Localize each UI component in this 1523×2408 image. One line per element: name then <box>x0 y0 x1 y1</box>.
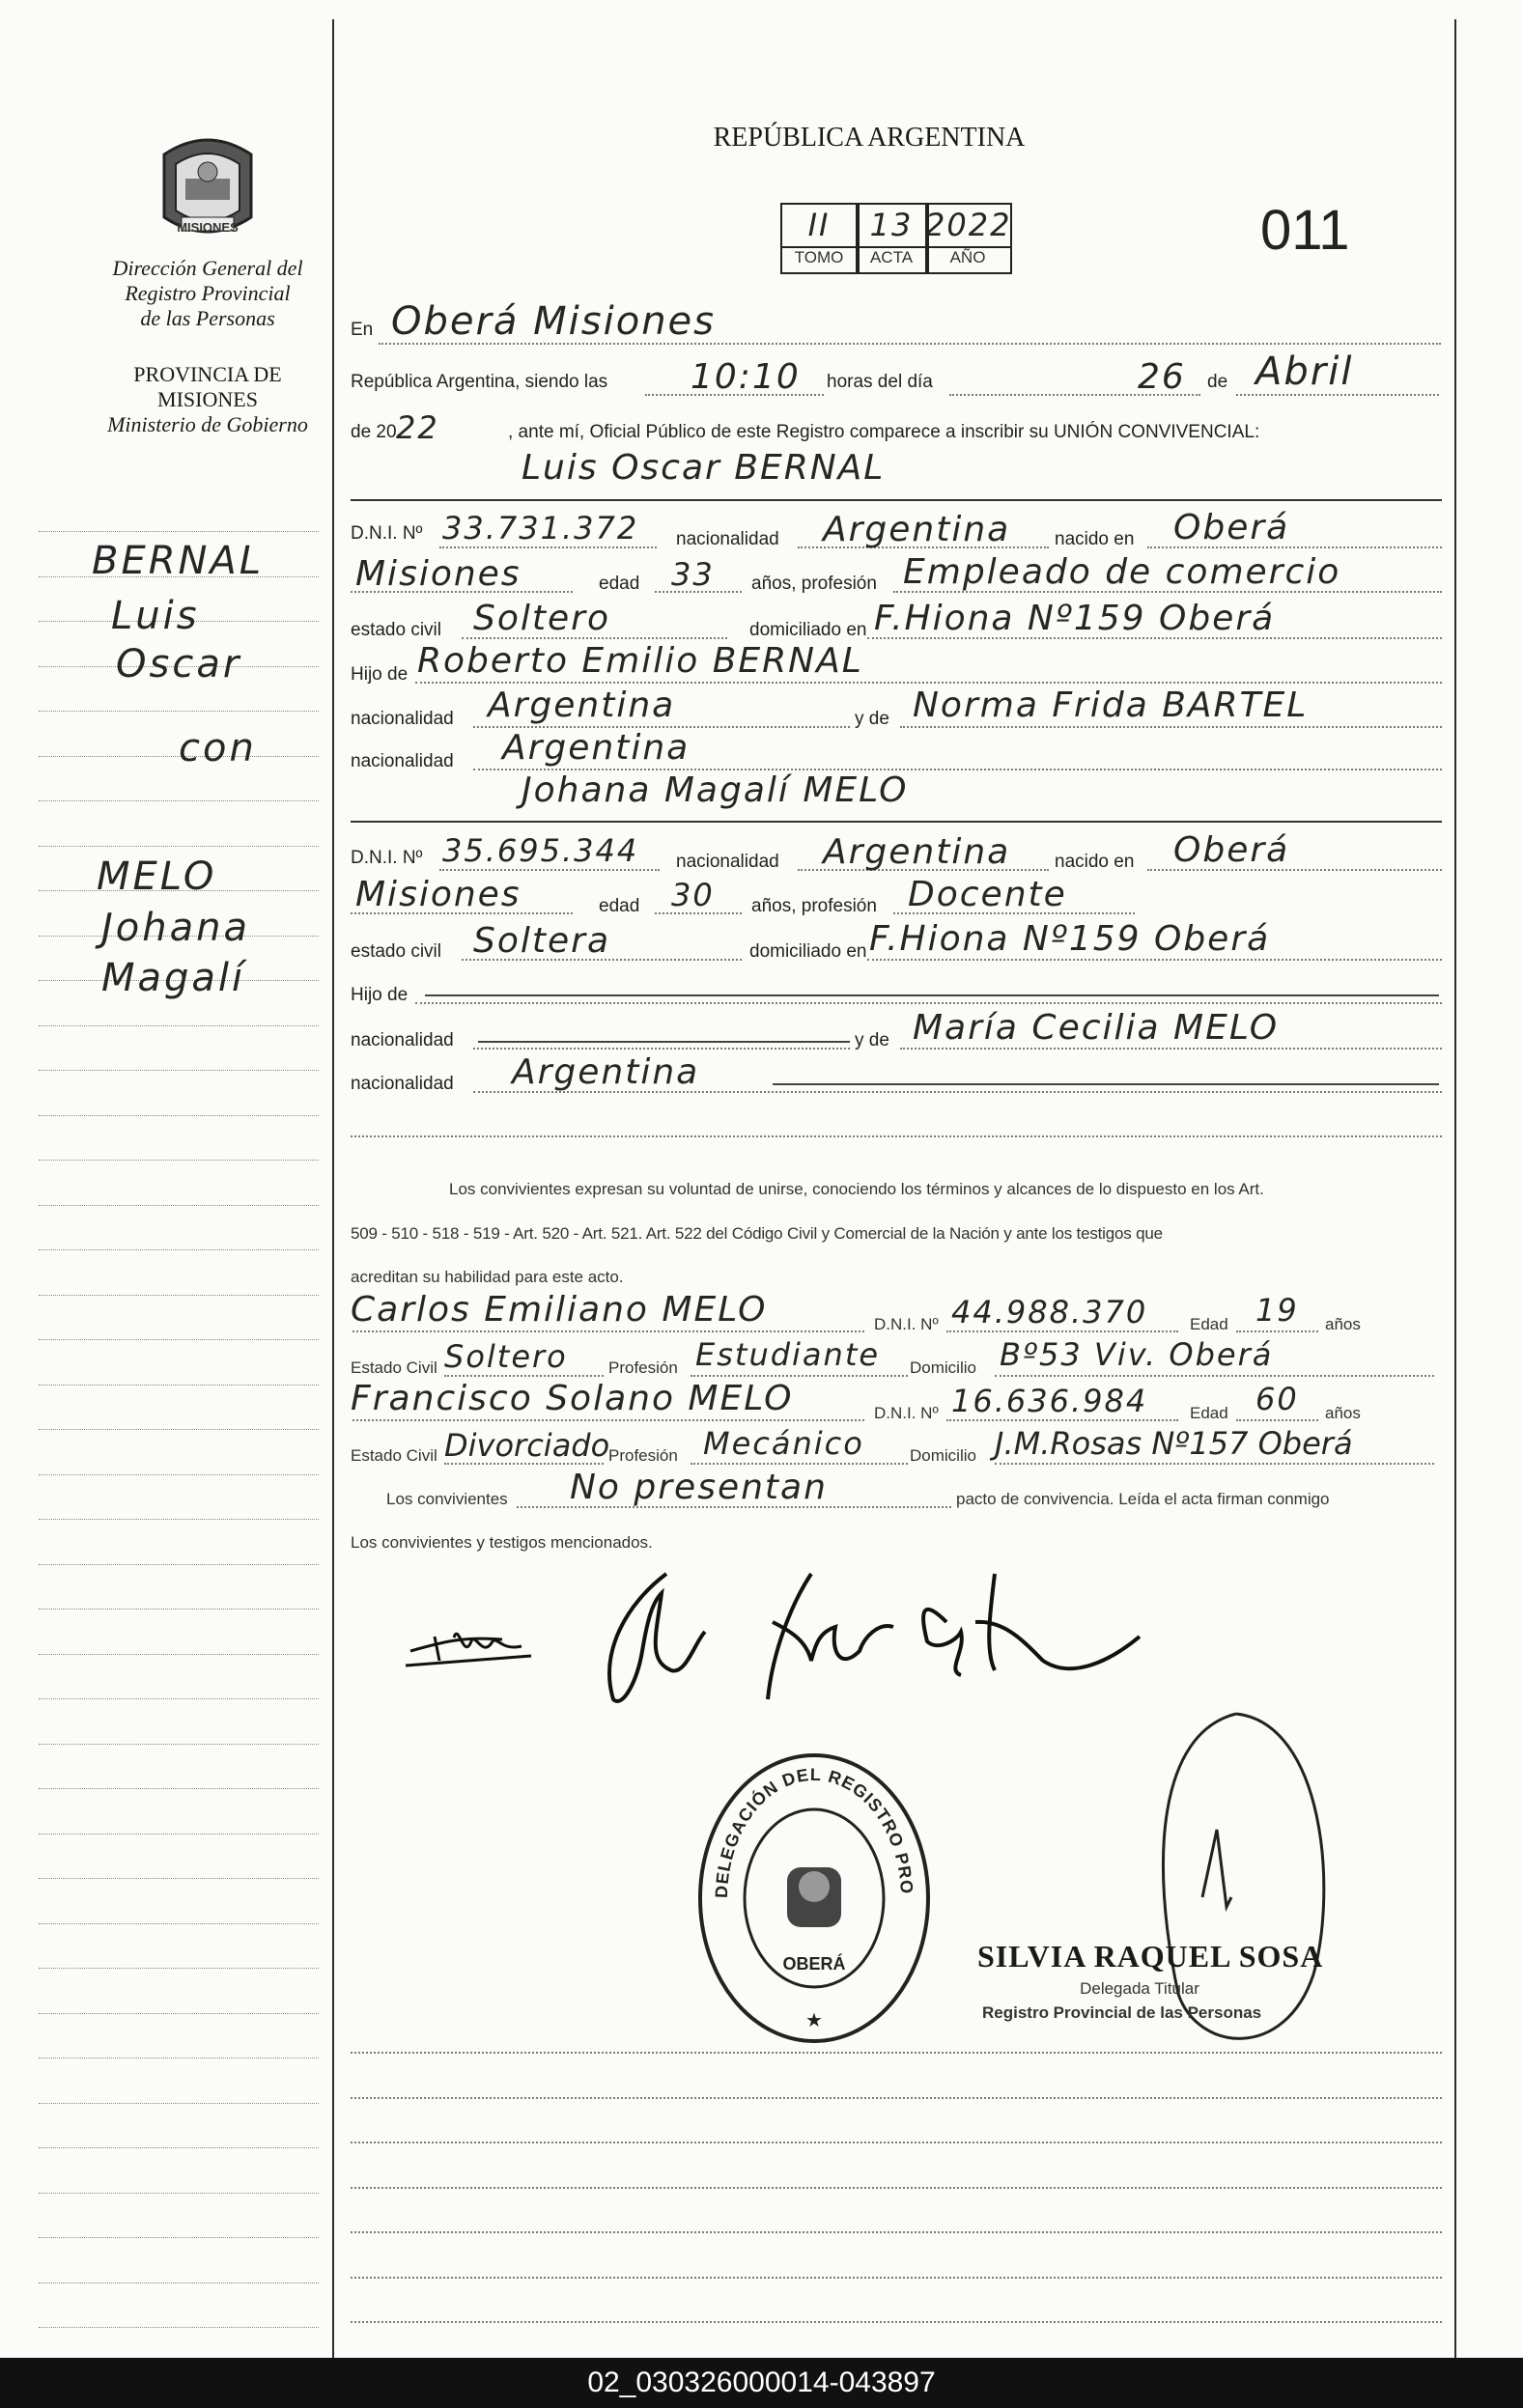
person2-mother-nationality: Argentina <box>512 1052 700 1092</box>
ruled-line <box>351 2321 1442 2323</box>
legal-line-3: acreditan su habilidad para este acto. <box>351 1268 624 1286</box>
person1-mother: Norma Frida BARTEL <box>913 686 1309 725</box>
official-name: SILVIA RAQUEL SOSA <box>977 1939 1324 1974</box>
ruled-line <box>351 2187 1442 2189</box>
margin-line <box>39 1968 319 1969</box>
ministry-line: Ministerio de Gobierno <box>107 412 308 436</box>
person2-civil-status: Soltera <box>473 921 611 961</box>
seal-label: MISIONES <box>177 220 239 235</box>
person1-age: 33 <box>671 556 715 593</box>
ruled-line <box>351 2142 1442 2143</box>
en-label: En <box>351 320 374 340</box>
margin-line-5: MELO <box>97 854 217 899</box>
legal-line-2: 509 - 510 - 518 - 519 - Art. 520 - Art. 521. Art. 522 del Código Civil y Comercial de la Nación y ante los testigos que <box>351 1224 1163 1243</box>
province-line2: MISIONES <box>157 387 258 411</box>
witness2-profession: Mecánico <box>703 1425 864 1462</box>
person1-father: Roberto Emilio BERNAL <box>417 641 863 681</box>
person1-profesion-label: años, profesión <box>751 574 877 594</box>
person1-edad-label: edad <box>599 574 640 594</box>
witness1-profession: Estudiante <box>695 1336 881 1373</box>
margin-line <box>39 1339 319 1340</box>
witness1-profesion-label: Profesión <box>608 1358 678 1377</box>
time-value: 10:10 <box>691 357 801 397</box>
margin-line-1: BERNAL <box>92 539 265 583</box>
declaration-text: , ante mí, Oficial Público de este Registro comparece a inscribir su UNIÓN CONVIVENCIAL: <box>508 422 1260 442</box>
person2-hijo-label: Hijo de <box>351 985 409 1005</box>
margin-line <box>39 711 319 712</box>
person2-dni: 35.695.344 <box>442 832 639 869</box>
ruled-line <box>351 2052 1442 2054</box>
margin-line <box>39 800 319 801</box>
witness1-anos-label: años <box>1325 1315 1361 1333</box>
witness2-edad-label: Edad <box>1190 1404 1228 1422</box>
person2-dni-label: D.N.I. Nº <box>351 848 423 868</box>
pacto-text: pacto de convivencia. Leída el acta firman conmigo <box>956 1490 1330 1508</box>
footer-id: 02_030326000014-043897 <box>0 2358 1523 2408</box>
person1-born-in: Oberá <box>1173 508 1290 547</box>
day-value: 26 <box>1138 357 1186 397</box>
witness2-name: Francisco Solano MELO <box>351 1379 794 1418</box>
person1-address: F.Hiona Nº159 Oberá <box>874 599 1276 638</box>
doc-number: 011 <box>1260 199 1350 262</box>
margin-line <box>39 1609 319 1610</box>
signature-2-icon <box>609 1574 705 1701</box>
year-prefix: de 20 <box>351 422 397 442</box>
person1-nacido-label: nacido en <box>1055 529 1135 549</box>
month-value: Abril <box>1255 350 1354 394</box>
de-label: de <box>1207 372 1228 392</box>
person2-domicilio-label: domiciliado en <box>749 941 867 962</box>
person2-profesion-label: años, profesión <box>751 896 877 916</box>
province-line1: PROVINCIA DE <box>133 362 282 386</box>
country-title: REPÚBLICA ARGENTINA <box>713 123 1026 153</box>
convivientes-label: Los convivientes <box>386 1490 508 1508</box>
margin-line <box>39 1788 319 1789</box>
year-suffix: 22 <box>396 409 439 446</box>
person2-yde-label: y de <box>855 1030 889 1050</box>
witness1-name: Carlos Emiliano MELO <box>351 1290 768 1330</box>
registry-stamp <box>693 1751 935 2046</box>
person2-nacido-label: nacido en <box>1055 852 1135 872</box>
tomo-value: II <box>807 207 831 243</box>
person1-yde-label: y de <box>855 709 889 729</box>
signatures <box>406 1545 1178 1709</box>
margin-line-7: Magalí <box>101 956 246 1000</box>
margin-line <box>39 1878 319 1879</box>
margin-line-6: Johana <box>101 906 250 950</box>
person2-profession: Docente <box>908 875 1067 914</box>
witness1-civil-status: Soltero <box>444 1338 568 1375</box>
person1-profession: Empleado de comercio <box>903 552 1341 592</box>
margin-line <box>39 531 319 532</box>
horas-label: horas del día <box>827 372 933 392</box>
person2-born-in-2: Misiones <box>355 875 522 914</box>
margin-line <box>39 1385 319 1386</box>
signature-3-icon <box>768 1574 893 1699</box>
svg-text:★: ★ <box>805 2010 823 2031</box>
margin-line <box>39 1744 319 1745</box>
signature-4-icon <box>923 1574 1140 1675</box>
stamp-city: OBERÁ <box>782 1954 846 1974</box>
person1-father-nationality: Argentina <box>488 686 676 725</box>
agency-line3: de las Personas <box>140 306 275 330</box>
legal-line-1: Los convivientes expresan su voluntad de unirse, conociendo los términos y alcances de lo dispuesto en los Art. <box>449 1180 1264 1198</box>
stamp-text: DELEGACIÓN DEL REGISTRO PRO <box>711 1764 917 1899</box>
margin-line-2: Luis <box>111 594 200 638</box>
right-rule <box>1454 19 1456 2408</box>
margin-line <box>39 1429 319 1430</box>
anio-value: 2022 <box>925 207 1012 243</box>
margin-line <box>39 1205 319 1206</box>
witness2-age: 60 <box>1255 1381 1299 1417</box>
witness1-address: Bº53 Viv. Oberá <box>1000 1336 1274 1373</box>
witness2-domicilio-label: Domicilio <box>910 1446 976 1465</box>
person1-dni: 33.731.372 <box>442 510 639 546</box>
person1-mother-nat-label: nacionalidad <box>351 751 454 771</box>
person2-mother-nat-label: nacionalidad <box>351 1074 454 1094</box>
official-title: Delegada Titular <box>1080 1979 1199 1998</box>
person2-nat-label: nacionalidad <box>676 852 779 872</box>
witness2-dni: 16.636.984 <box>951 1383 1148 1419</box>
margin-line-4: con <box>179 726 257 770</box>
person2-mother: María Cecilia MELO <box>913 1008 1280 1048</box>
person1-nat-label: nacionalidad <box>676 529 779 549</box>
person1-domicilio-label: domiciliado en <box>749 620 867 640</box>
margin-line <box>39 1160 319 1161</box>
person1-civil-status: Soltero <box>473 599 610 638</box>
margin-line <box>39 1474 319 1475</box>
witness1-dni-label: D.N.I. Nº <box>874 1315 939 1333</box>
person2-father-nat-label: nacionalidad <box>351 1030 454 1050</box>
anio-label: AÑO <box>949 248 986 266</box>
person1-nationality: Argentina <box>823 510 1011 549</box>
witness1-dni: 44.988.370 <box>951 1294 1148 1330</box>
margin-line <box>39 1249 319 1250</box>
person1-dni-label: D.N.I. Nº <box>351 523 423 544</box>
margin-line <box>39 1564 319 1565</box>
margin-line <box>39 2237 319 2238</box>
margin-line <box>39 2103 319 2104</box>
agency-block <box>77 256 338 331</box>
ruled-line <box>351 2231 1442 2233</box>
margin-line <box>39 2193 319 2194</box>
republica-label: República Argentina, siendo las <box>351 372 608 392</box>
margin-line <box>39 1519 319 1520</box>
pacto-value: No presentan <box>570 1468 828 1507</box>
person1-mother-nationality: Argentina <box>502 728 691 768</box>
witness2-anos-label: años <box>1325 1404 1361 1422</box>
acta-label: ACTA <box>869 248 914 266</box>
province-block <box>77 362 338 437</box>
witness2-dni-label: D.N.I. Nº <box>874 1404 939 1422</box>
witness1-domicilio-label: Domicilio <box>910 1358 976 1377</box>
margin-line <box>39 1654 319 1655</box>
tomo-label: TOMO <box>794 248 844 266</box>
witness1-edad-label: Edad <box>1190 1315 1228 1333</box>
person1-name: Luis Oscar BERNAL <box>522 448 886 488</box>
margin-line <box>39 1923 319 1924</box>
ruled-line <box>351 2097 1442 2099</box>
margin-line <box>39 2013 319 2014</box>
person2-born-in: Oberá <box>1173 830 1290 870</box>
signature-1-icon <box>406 1634 531 1666</box>
margin-line <box>39 2282 319 2283</box>
witness2-civil-status: Divorciado <box>444 1427 610 1464</box>
witness2-estado-label: Estado Civil <box>351 1446 437 1465</box>
witness2-profesion-label: Profesión <box>608 1446 678 1465</box>
person2-nationality: Argentina <box>823 832 1011 872</box>
margin-line <box>39 2147 319 2148</box>
person2-name: Johana Magalí MELO <box>522 770 909 810</box>
margin-line <box>39 1295 319 1296</box>
margin-line <box>39 846 319 847</box>
witness2-address: J.M.Rosas Nº157 Oberá <box>995 1425 1353 1462</box>
person1-hijo-label: Hijo de <box>351 664 409 685</box>
acta-value: 13 <box>869 207 914 243</box>
person1-born-in-2: Misiones <box>355 554 522 594</box>
official-office: Registro Provincial de las Personas <box>982 2003 1262 2022</box>
margin-line <box>39 1025 319 1026</box>
margin-line-3: Oscar <box>116 642 242 686</box>
ruled-line <box>351 2277 1442 2279</box>
witness1-estado-label: Estado Civil <box>351 1358 437 1377</box>
agency-line2: Registro Provincial <box>125 281 291 305</box>
place-value: Oberá Misiones <box>391 299 717 344</box>
person2-address: F.Hiona Nº159 Oberá <box>869 919 1271 959</box>
margin-line <box>39 1698 319 1699</box>
person1-estado-label: estado civil <box>351 620 441 640</box>
person2-edad-label: edad <box>599 896 640 916</box>
person2-estado-label: estado civil <box>351 941 441 962</box>
margin-line <box>39 1070 319 1071</box>
margin-line <box>39 2327 319 2328</box>
person2-age: 30 <box>671 877 715 913</box>
person1-father-nat-label: nacionalidad <box>351 709 454 729</box>
margin-line <box>39 1115 319 1116</box>
closing-line-2: Los convivientes y testigos mencionados. <box>351 1533 653 1552</box>
agency-line1: Dirección General del <box>112 256 303 280</box>
witness1-age: 19 <box>1255 1292 1299 1329</box>
